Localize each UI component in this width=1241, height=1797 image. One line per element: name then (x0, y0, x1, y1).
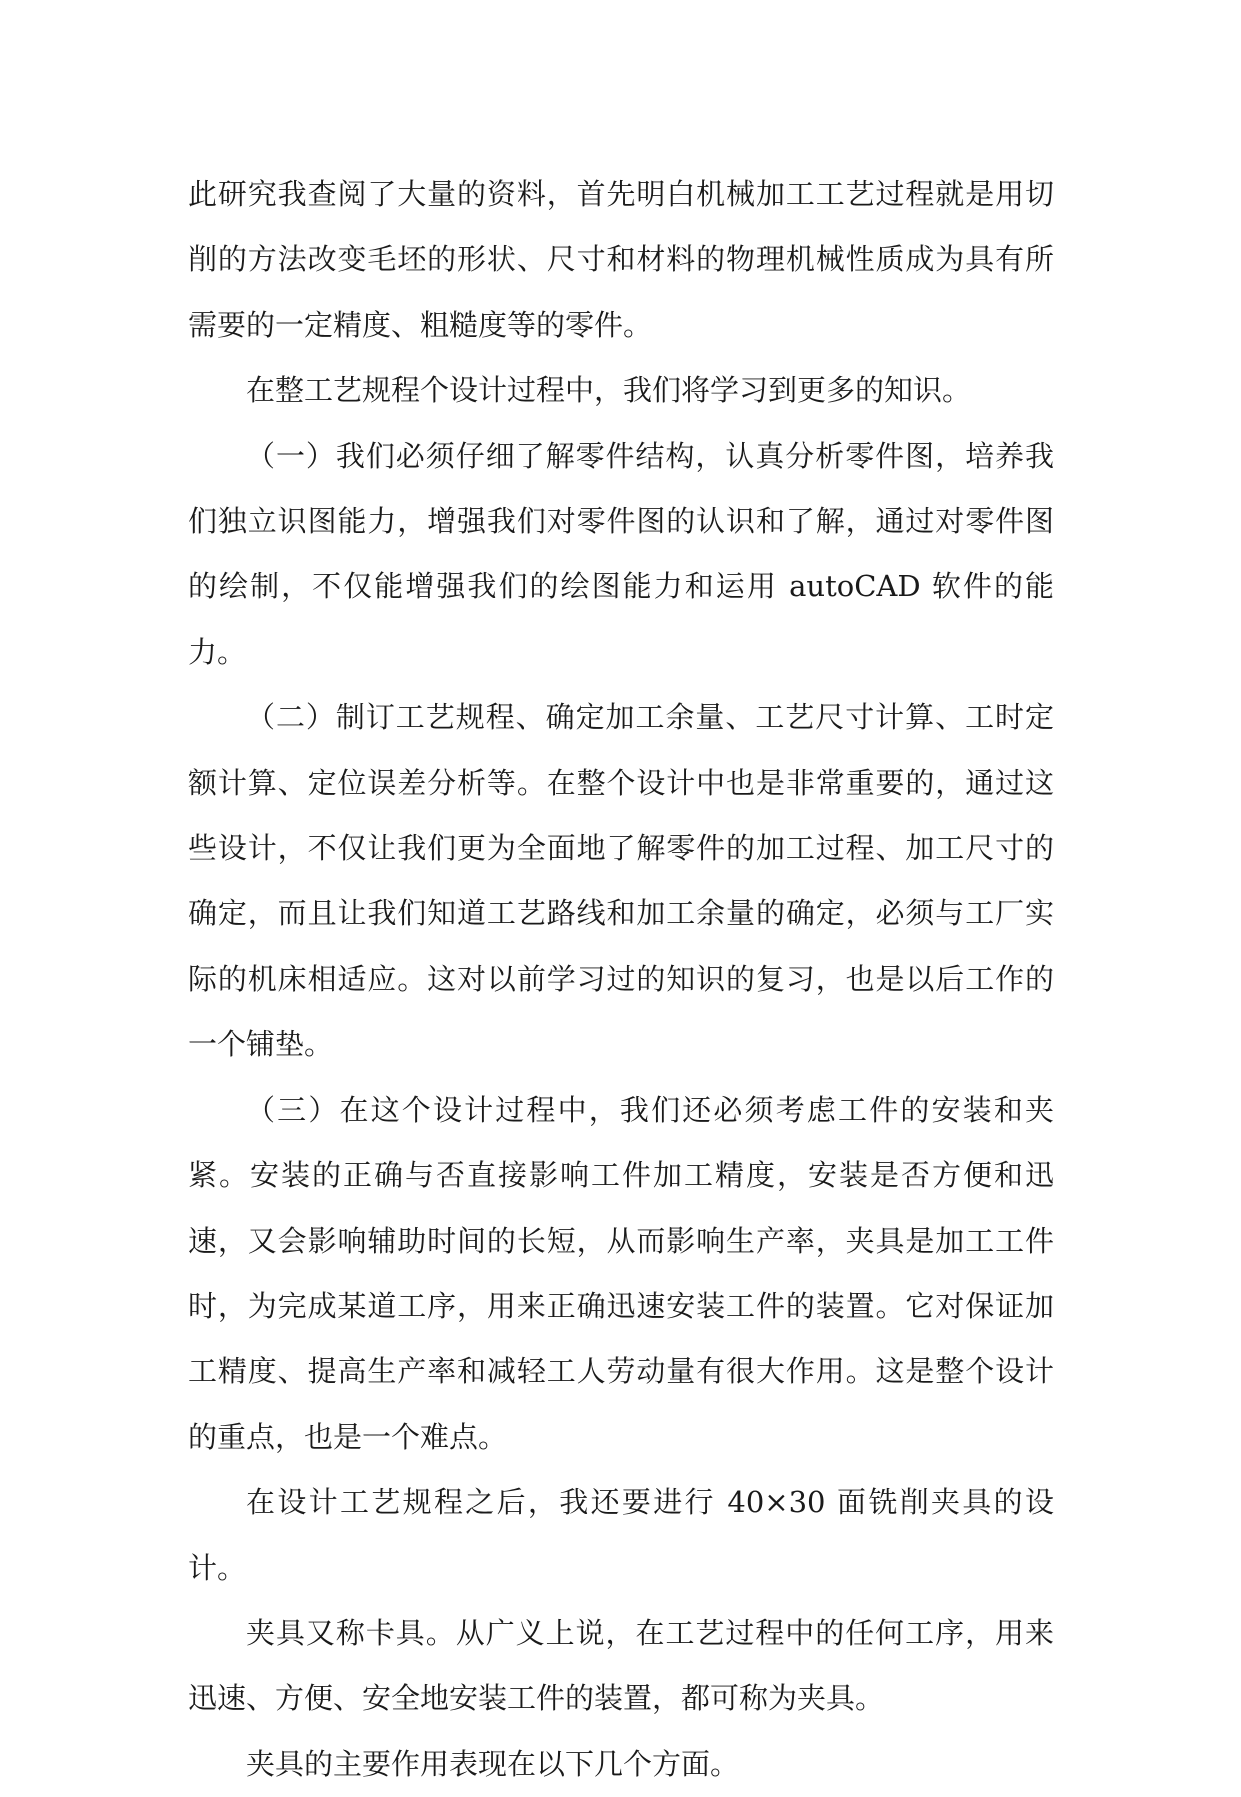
paragraph-fixture-definition: 夹具又称卡具。从广义上说，在工艺过程中的任何工序，用来迅速、方便、安全地安装工件的装置，都可称为夹具。 (188, 1615, 1054, 1716)
paragraph-point-one: （一）我们必须仔细了解零件结构，认真分析零件图，培养我们独立识图能力，增强我们对零件图的认识和了解，通过对零件图的绘制，不仅能增强我们的绘图能力和运用 autoCAD 软件的能力。 (188, 438, 1054, 669)
document-body (188, 162, 1054, 1797)
paragraph-point-three: （三）在这个设计过程中，我们还必须考虑工件的安装和夹紧。安装的正确与否直接影响工件加工精度，安装是否方便和迅速，又会影响辅助时间的长短，从而影响生产率，夹具是加工工件时，为完成某道工序，用来正确迅速安装工件的装置。它对保证加工精度、提高生产率和减轻工人劳动量有很大作用。这是整个设计的重点，也是一个难点。 (188, 1092, 1054, 1454)
paragraph-fixture-functions: 夹具的主要作用表现在以下几个方面。 (246, 1746, 740, 1781)
paragraph-point-two: （二）制订工艺规程、确定加工余量、工艺尺寸计算、工时定额计算、定位误差分析等。在整个设计中也是非常重要的，通过这些设计，不仅让我们更为全面地了解零件的加工过程、加工尺寸的确定，而且让我们知道工艺路线和加工余量的确定，必须与工厂实际的机床相适应。这对以前学习过的知识的复习，也是以后工作的一个铺垫。 (188, 700, 1054, 1062)
paragraph-intro: 在整工艺规程个设计过程中，我们将学习到更多的知识。 (246, 373, 972, 408)
paragraph-fixture-design: 在设计工艺规程之后，我还要进行 40×30 面铣削夹具的设计。 (188, 1485, 1054, 1585)
paragraph-continuation: 此研究我查阅了大量的资料，首先明白机械加工工艺过程就是用切削的方法改变毛坯的形状、尺寸和材料的物理机械性质成为具有所需要的一定精度、粗糙度等的零件。 (188, 177, 1054, 342)
